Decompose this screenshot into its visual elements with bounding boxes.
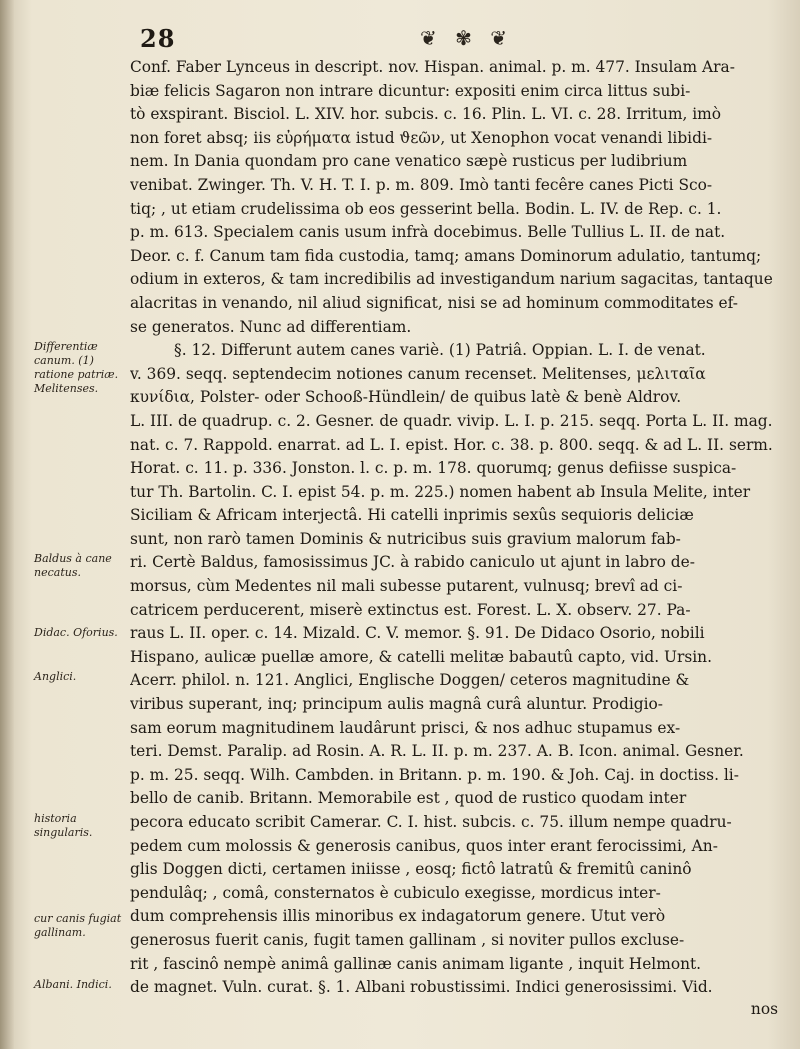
section-heading-line: §. 12. Differunt autem canes variè. (1) Patriâ. Oppian. L. I. de venat. (174, 341, 706, 360)
text-line: Siciliam & Africam interjectâ. Hi catelli inprimis sexûs sequioris deliciæ (130, 506, 694, 525)
text-line: tò exspirant. Bisciol. L. XIV. hor. subcis. c. 16. Plin. L. VI. c. 28. Irritum, imò (130, 105, 722, 124)
margin-note-gallina: cur canis fugiat gallinam. (34, 912, 122, 939)
text-line: venibat. Zwinger. Th. V. H. T. I. p. m. 809. Imò tanti fecêre canes Picti Sco- (130, 175, 713, 194)
text-line: catricem perducerent, miserè extinctus est. Forest. L. X. observ. 27. Pa- (130, 600, 691, 619)
margin-note-baldus: Baldus à cane necatus. (34, 552, 112, 579)
margin-note-albani: Albani. Indici. (34, 978, 112, 991)
text-line: v. 369. seqq. septendecim notiones canum recenset. Melitenses, μελιταῖα (130, 364, 706, 383)
text-line: Acerr. philol. n. 121. Anglici, Englische Doggen/ ceteros magnitudine & (130, 671, 690, 690)
text-line: alacritas in venando, nil aliud significat, nisi se ad hominum commoditates ef- (130, 293, 739, 312)
text-line: tur Th. Bartolin. C. I. epist 54. p. m. 225.) nomen habent ab Insula Melite, inter (130, 482, 751, 501)
text-line: dum comprehensis illis minoribus ex indagatorum genere. Utut verò (130, 907, 666, 926)
text-line: se generatos. Nunc ad differentiam. (130, 317, 412, 336)
text-line: de magnet. Vuln. curat. §. 1. Albani robustissimi. Indici generosissimi. Vid. (130, 978, 713, 997)
text-line: ri. Certè Baldus, famosissimus JC. à rabido caniculo ut ajunt in labro de- (130, 553, 695, 572)
page-number: 28 (140, 24, 176, 53)
text-line: p. m. 25. seqq. Wilh. Cambden. in Britann. p. m. 190. & Joh. Caj. in doctiss. li- (130, 765, 739, 784)
text-line: glis Doggen dicti, certamen iniisse , eosq; fictô latratû & fremitû caninô (130, 860, 692, 879)
text-line: sunt, non rarò tamen Dominis & nutricibus suis gravium malorum fab- (130, 529, 681, 548)
text-line: pendulâq; , comâ, consternatos è cubiculo exegisse, mordicus inter- (130, 883, 661, 902)
text-line: pedem cum molossis & generosis canibus, quos inter erant ferocissimi, An- (130, 836, 718, 855)
header-ornament: ❦ ✾ ❦ (420, 26, 513, 50)
text-line: Conf. Faber Lynceus in descript. nov. Hispan. animal. p. m. 477. Insulam Ara- (130, 58, 735, 76)
text-line: non foret absq; iis εὐρήματα istud ϑεῶν, ut Xenophon vocat venandi libidi- (130, 128, 713, 147)
text-line: Deor. c. f. Canum tam fida custodia, tamq; amans Dominorum adulatio, tantumq; (130, 246, 762, 265)
margin-note-historia: historia singularis. (34, 812, 93, 839)
text-line: raus L. II. oper. c. 14. Mizald. C. V. memor. §. 91. De Didaco Osorio, nobili (130, 624, 705, 643)
text-line: teri. Demst. Paralip. ad Rosin. A. R. L. II. p. m. 237. A. B. Icon. animal. Gesner. (130, 742, 744, 761)
text-line: bello de canib. Britann. Memorabile est , quod de rustico quodam inter (130, 789, 687, 808)
margin-note-anglici: Anglici. (34, 670, 77, 683)
text-line: morsus, cùm Medentes nil mali subesse putarent, vulnusq; brevî ad ci- (130, 577, 683, 596)
main-text (130, 56, 792, 1000)
text-line: sam eorum magnitudinem laudârunt prisci, & nos adhuc stupamus ex- (130, 718, 681, 737)
text-line: viribus superant, inq; principum aulis magnâ curâ aluntur. Prodigio- (130, 695, 663, 714)
text-line: Horat. c. 11. p. 336. Jonston. l. c. p. m. 178. quorumq; genus defiisse suspica- (130, 459, 737, 478)
text-line: nat. c. 7. Rappold. enarrat. ad L. I. epist. Hor. c. 38. p. 800. seqq. & ad L. II. serm. (130, 435, 773, 454)
text-line: odium in exteros, & tam incredibilis ad investigandum narium sagacitas, tantaque (130, 270, 773, 289)
text-line: nem. In Dania quondam pro cane venatico sæpè rusticus per ludibrium (130, 152, 688, 171)
page-header (140, 24, 780, 54)
text-line: Hispano, aulicæ puellæ amore, & catelli melitæ babautû capto, vid. Ursin. (130, 647, 712, 666)
margin-note-didacus: Didac. Oforius. (34, 626, 118, 639)
text-line: p. m. 613. Specialem canis usum infrà docebimus. Belle Tullius L. II. de nat. (130, 223, 726, 242)
text-line: pecora educato scribit Camerar. C. I. hist. subcis. c. 75. illum nempe quadru- (130, 813, 732, 831)
margin-note-differentiae: Differentiæ canum. (1) ratione patriæ. Melitenses. (34, 340, 119, 395)
catchword: nos (750, 1000, 778, 1018)
text-line: κυνίδια, Polster- oder Schooß-Hündlein/ de quibus latè & benè Aldrov. (130, 388, 682, 407)
text-line: biæ felicis Sagaron non intrare dicuntur: expositi enim circa littus subi- (130, 81, 691, 100)
text-line: L. III. de quadrup. c. 2. Gesner. de quadr. vivip. L. I. p. 215. seqq. Porta L. II. mag. (130, 411, 773, 430)
text-line: tiq; , ut etiam crudelissima ob eos gesserint bella. Bodin. L. IV. de Rep. c. 1. (130, 199, 722, 218)
text-line: generosus fuerit canis, fugit tamen gallinam , si noviter pullos excluse- (130, 930, 685, 949)
page-spine-shadow (0, 0, 14, 1049)
text-line: rit , fascinô nempè animâ gallinæ canis animam ligante , inquit Helmont. (130, 954, 702, 973)
